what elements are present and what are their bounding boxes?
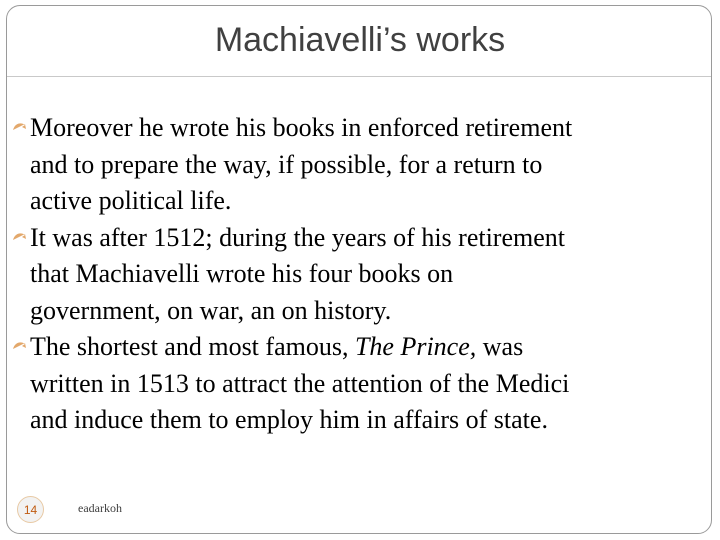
bullet-line: that Machiavelli wrote his four books on	[30, 259, 454, 288]
footer-author: eadarkoh	[78, 501, 122, 515]
slide-title: Machiavelli’s works	[214, 21, 506, 59]
bullet-line: and induce them to employ him in affairs of state.	[30, 405, 548, 434]
bullet-text	[30, 110, 708, 220]
slide-number: 14	[17, 496, 44, 523]
book-title-emphasis: The Prince,	[354, 332, 477, 361]
curved-arrow-bullet-icon	[11, 228, 27, 248]
bullet-line: Moreover he wrote his books in enforced retirement	[30, 113, 573, 142]
bullet-text	[30, 329, 708, 439]
bullet-line: It was after 1512; during the years of his retirement	[30, 222, 565, 252]
bullet-line: active political life.	[30, 186, 232, 215]
bullet-item	[0, 220, 720, 330]
bullet-item	[0, 110, 720, 220]
title-divider	[7, 76, 711, 77]
bullet-text	[30, 220, 708, 330]
bullet-line: government, on war, an on history.	[30, 295, 392, 325]
bullet-line-emphasis: The shortest and most famous, The Prince, was	[30, 332, 524, 361]
bullet-list	[0, 110, 720, 439]
bullet-line: and to prepare the way, if possible, for a return to	[30, 149, 543, 179]
bullet-item	[0, 329, 720, 439]
curved-arrow-bullet-icon	[11, 118, 27, 138]
bullet-line: written in 1513 to attract the attention of the Medici	[30, 368, 570, 398]
curved-arrow-bullet-icon	[11, 337, 27, 357]
